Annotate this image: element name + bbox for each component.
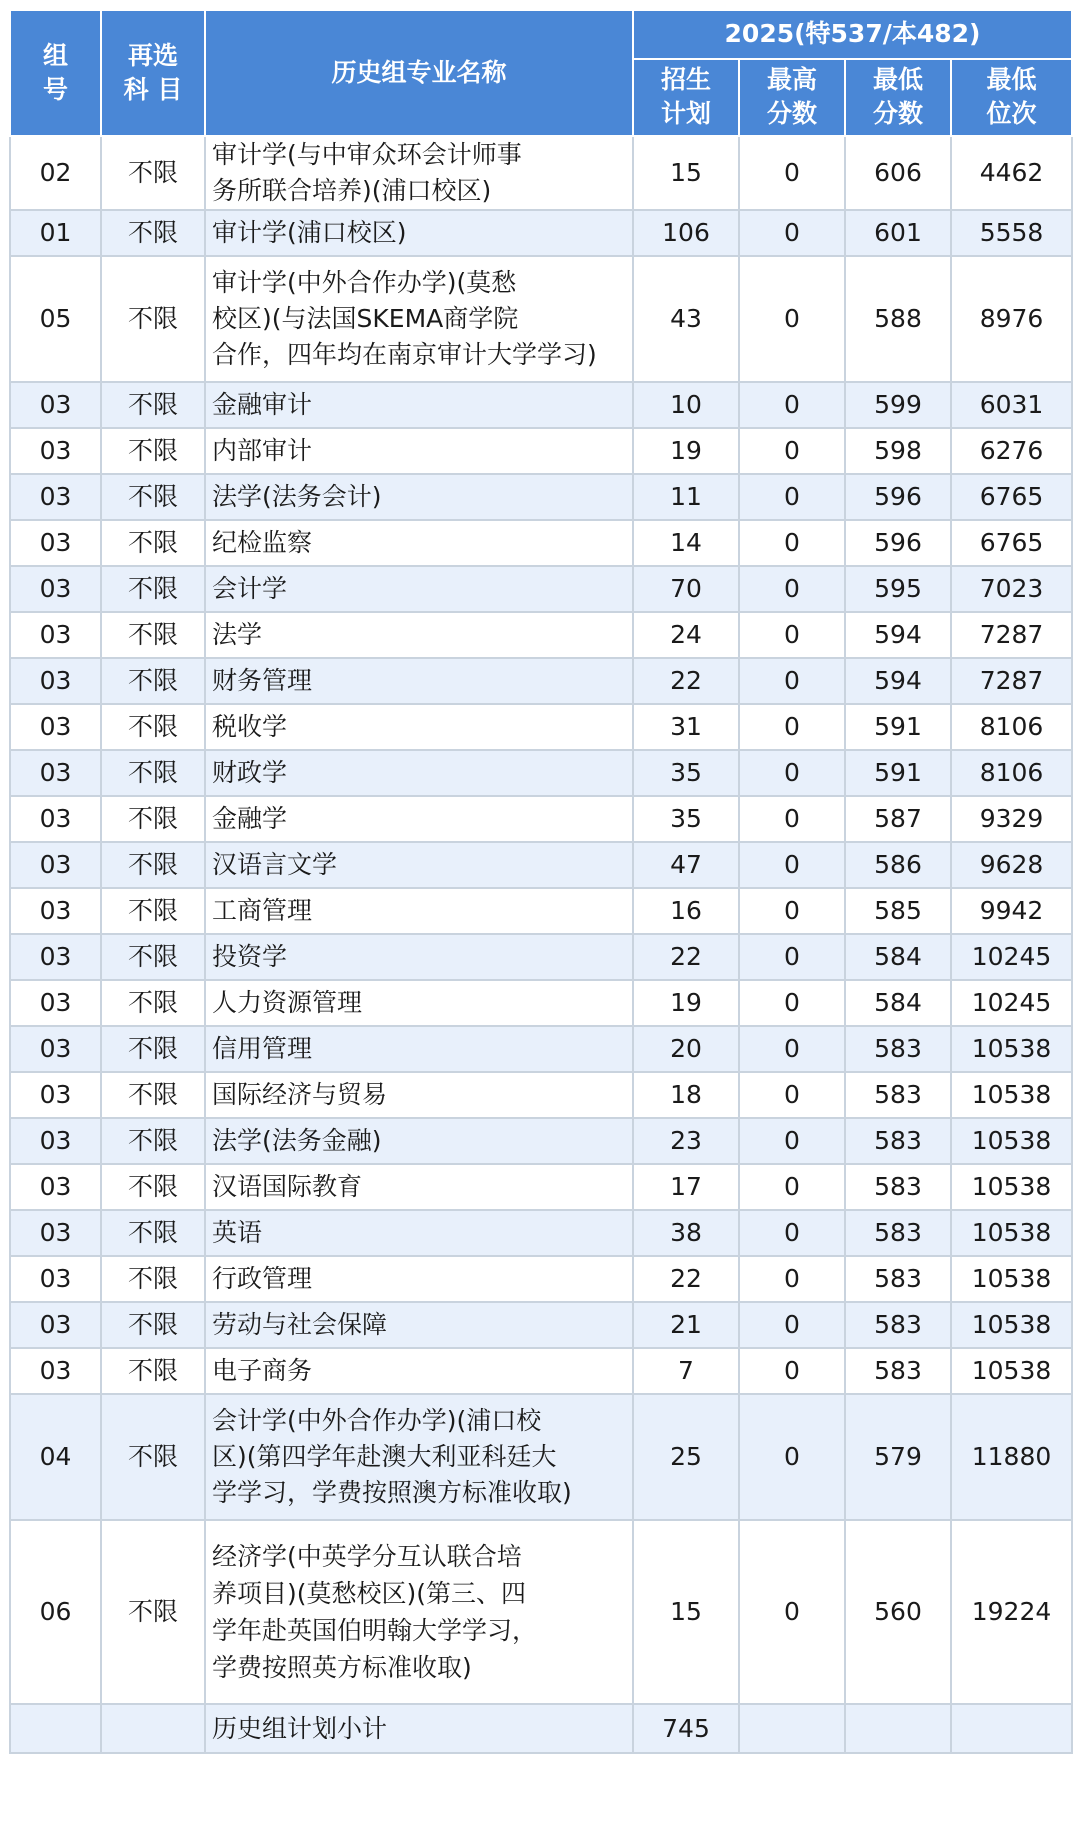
reselect-subject-cell: 不限	[101, 382, 205, 428]
lowest-rank-cell: 11880	[951, 1394, 1072, 1520]
lowest-rank-cell: 6765	[951, 520, 1072, 566]
major-name-cell: 汉语言文学	[205, 842, 633, 888]
lowest-rank-cell: 10538	[951, 1072, 1072, 1118]
header-major-name: 历史组专业名称	[205, 10, 633, 136]
group-number-cell: 03	[10, 612, 101, 658]
enrollment-plan-cell: 10	[633, 382, 739, 428]
table-row	[10, 934, 1072, 980]
subtotal-empty-cell	[951, 1704, 1072, 1753]
header-lowest-rank: 最低 位次	[951, 59, 1072, 136]
highest-score-cell: 0	[739, 934, 845, 980]
lowest-score-cell: 585	[845, 888, 951, 934]
lowest-score-cell: 583	[845, 1118, 951, 1164]
lowest-score-cell: 584	[845, 934, 951, 980]
lowest-rank-cell: 7023	[951, 566, 1072, 612]
subtotal-empty-cell	[845, 1704, 951, 1753]
major-name-cell: 经济学(中英学分互认联合培 养项目)(莫愁校区)(第三、四 学年赴英国伯明翰大学学习， 学费按照英方标准收取)	[205, 1520, 633, 1704]
enrollment-plan-cell: 18	[633, 1072, 739, 1118]
lowest-rank-cell: 8106	[951, 704, 1072, 750]
table-row	[10, 256, 1072, 382]
lowest-rank-cell: 6276	[951, 428, 1072, 474]
major-name-cell: 法学(法务金融)	[205, 1118, 633, 1164]
major-name-cell: 审计学(与中审众环会计师事 务所联合培养)(浦口校区)	[205, 136, 633, 210]
highest-score-cell: 0	[739, 382, 845, 428]
reselect-subject-cell: 不限	[101, 1520, 205, 1704]
enrollment-plan-cell: 19	[633, 428, 739, 474]
highest-score-cell: 0	[739, 1348, 845, 1394]
highest-score-cell: 0	[739, 520, 845, 566]
group-number-cell: 03	[10, 888, 101, 934]
enrollment-plan-cell: 38	[633, 1210, 739, 1256]
highest-score-cell: 0	[739, 474, 845, 520]
lowest-score-cell: 583	[845, 1026, 951, 1072]
table-row	[10, 428, 1072, 474]
group-number-cell: 03	[10, 382, 101, 428]
group-number-cell: 03	[10, 1348, 101, 1394]
table-row	[10, 612, 1072, 658]
highest-score-cell: 0	[739, 842, 845, 888]
highest-score-cell: 0	[739, 1118, 845, 1164]
lowest-score-cell: 601	[845, 210, 951, 256]
highest-score-cell: 0	[739, 980, 845, 1026]
lowest-rank-cell: 10245	[951, 934, 1072, 980]
lowest-rank-cell: 9628	[951, 842, 1072, 888]
lowest-score-cell: 596	[845, 520, 951, 566]
major-name-cell: 国际经济与贸易	[205, 1072, 633, 1118]
group-number-cell: 03	[10, 1026, 101, 1072]
reselect-subject-cell: 不限	[101, 704, 205, 750]
highest-score-cell: 0	[739, 1164, 845, 1210]
enrollment-plan-cell: 14	[633, 520, 739, 566]
group-number-cell: 03	[10, 1210, 101, 1256]
table-row	[10, 704, 1072, 750]
table-header	[10, 10, 1072, 136]
subtotal-empty-cell	[101, 1704, 205, 1753]
lowest-score-cell: 583	[845, 1210, 951, 1256]
group-number-cell: 03	[10, 1072, 101, 1118]
subtotal-plan: 745	[633, 1704, 739, 1753]
header-lowest-score: 最低 分数	[845, 59, 951, 136]
highest-score-cell: 0	[739, 136, 845, 210]
table-row	[10, 1348, 1072, 1394]
lowest-score-cell: 583	[845, 1072, 951, 1118]
lowest-score-cell: 595	[845, 566, 951, 612]
enrollment-plan-cell: 24	[633, 612, 739, 658]
lowest-score-cell: 583	[845, 1164, 951, 1210]
reselect-subject-cell: 不限	[101, 1026, 205, 1072]
table-row	[10, 658, 1072, 704]
highest-score-cell: 0	[739, 888, 845, 934]
table-row	[10, 796, 1072, 842]
reselect-subject-cell: 不限	[101, 1072, 205, 1118]
group-number-cell: 03	[10, 1164, 101, 1210]
subtotal-label: 历史组计划小计	[205, 1704, 633, 1753]
highest-score-cell: 0	[739, 796, 845, 842]
enrollment-plan-cell: 19	[633, 980, 739, 1026]
table-row	[10, 1164, 1072, 1210]
lowest-score-cell: 591	[845, 750, 951, 796]
reselect-subject-cell: 不限	[101, 210, 205, 256]
group-number-cell: 03	[10, 796, 101, 842]
lowest-score-cell: 596	[845, 474, 951, 520]
highest-score-cell: 0	[739, 256, 845, 382]
group-number-cell: 03	[10, 520, 101, 566]
enrollment-plan-cell: 47	[633, 842, 739, 888]
group-number-cell: 03	[10, 658, 101, 704]
table-row	[10, 210, 1072, 256]
lowest-score-cell: 560	[845, 1520, 951, 1704]
table-row	[10, 520, 1072, 566]
group-number-cell: 03	[10, 934, 101, 980]
table-row	[10, 1520, 1072, 1704]
lowest-rank-cell: 6031	[951, 382, 1072, 428]
header-year-2025: 2025(特537/本482)	[633, 10, 1072, 59]
lowest-score-cell: 599	[845, 382, 951, 428]
lowest-score-cell: 583	[845, 1348, 951, 1394]
subtotal-empty-cell	[10, 1704, 101, 1753]
lowest-rank-cell: 10538	[951, 1210, 1072, 1256]
reselect-subject-cell: 不限	[101, 1118, 205, 1164]
major-name-cell: 英语	[205, 1210, 633, 1256]
enrollment-plan-cell: 11	[633, 474, 739, 520]
major-name-cell: 电子商务	[205, 1348, 633, 1394]
reselect-subject-cell: 不限	[101, 842, 205, 888]
group-number-cell: 03	[10, 750, 101, 796]
major-name-cell: 信用管理	[205, 1026, 633, 1072]
major-name-cell: 金融学	[205, 796, 633, 842]
group-number-cell: 03	[10, 842, 101, 888]
lowest-score-cell: 587	[845, 796, 951, 842]
table-row	[10, 136, 1072, 210]
enrollment-plan-cell: 43	[633, 256, 739, 382]
table-row	[10, 566, 1072, 612]
highest-score-cell: 0	[739, 1394, 845, 1520]
reselect-subject-cell: 不限	[101, 1302, 205, 1348]
highest-score-cell: 0	[739, 612, 845, 658]
lowest-rank-cell: 8106	[951, 750, 1072, 796]
header-enrollment-plan: 招生 计划	[633, 59, 739, 136]
reselect-subject-cell: 不限	[101, 750, 205, 796]
table-row	[10, 1302, 1072, 1348]
group-number-cell: 03	[10, 566, 101, 612]
lowest-score-cell: 583	[845, 1256, 951, 1302]
table-row	[10, 1394, 1072, 1520]
table-row	[10, 980, 1072, 1026]
highest-score-cell: 0	[739, 1256, 845, 1302]
lowest-score-cell: 591	[845, 704, 951, 750]
major-name-cell: 汉语国际教育	[205, 1164, 633, 1210]
lowest-score-cell: 594	[845, 658, 951, 704]
major-name-cell: 审计学(中外合作办学)(莫愁 校区)(与法国SKEMA商学院 合作，四年均在南京审计大学学习)	[205, 256, 633, 382]
lowest-rank-cell: 5558	[951, 210, 1072, 256]
lowest-rank-cell: 9329	[951, 796, 1072, 842]
reselect-subject-cell: 不限	[101, 888, 205, 934]
highest-score-cell: 0	[739, 750, 845, 796]
enrollment-plan-cell: 106	[633, 210, 739, 256]
enrollment-plan-cell: 31	[633, 704, 739, 750]
group-number-cell: 04	[10, 1394, 101, 1520]
table-row	[10, 1026, 1072, 1072]
admission-score-table	[9, 9, 1073, 1754]
highest-score-cell: 0	[739, 1520, 845, 1704]
header-group-number: 组 号	[10, 10, 101, 136]
lowest-score-cell: 584	[845, 980, 951, 1026]
enrollment-plan-cell: 21	[633, 1302, 739, 1348]
major-name-cell: 纪检监察	[205, 520, 633, 566]
major-name-cell: 内部审计	[205, 428, 633, 474]
table-row	[10, 1072, 1072, 1118]
enrollment-plan-cell: 25	[633, 1394, 739, 1520]
lowest-rank-cell: 10245	[951, 980, 1072, 1026]
major-name-cell: 法学(法务会计)	[205, 474, 633, 520]
group-number-cell: 03	[10, 980, 101, 1026]
enrollment-plan-cell: 15	[633, 1520, 739, 1704]
reselect-subject-cell: 不限	[101, 658, 205, 704]
lowest-rank-cell: 7287	[951, 658, 1072, 704]
major-name-cell: 劳动与社会保障	[205, 1302, 633, 1348]
enrollment-plan-cell: 20	[633, 1026, 739, 1072]
group-number-cell: 03	[10, 704, 101, 750]
highest-score-cell: 0	[739, 1072, 845, 1118]
lowest-rank-cell: 10538	[951, 1256, 1072, 1302]
group-number-cell: 03	[10, 1118, 101, 1164]
enrollment-plan-cell: 22	[633, 658, 739, 704]
lowest-score-cell: 586	[845, 842, 951, 888]
subtotal-row	[10, 1704, 1072, 1753]
enrollment-plan-cell: 35	[633, 796, 739, 842]
group-number-cell: 02	[10, 136, 101, 210]
reselect-subject-cell: 不限	[101, 428, 205, 474]
enrollment-plan-cell: 17	[633, 1164, 739, 1210]
table-row	[10, 382, 1072, 428]
lowest-rank-cell: 4462	[951, 136, 1072, 210]
subtotal-empty-cell	[739, 1704, 845, 1753]
major-name-cell: 金融审计	[205, 382, 633, 428]
lowest-score-cell: 606	[845, 136, 951, 210]
highest-score-cell: 0	[739, 658, 845, 704]
enrollment-plan-cell: 15	[633, 136, 739, 210]
major-name-cell: 财政学	[205, 750, 633, 796]
lowest-rank-cell: 19224	[951, 1520, 1072, 1704]
lowest-score-cell: 598	[845, 428, 951, 474]
group-number-cell: 01	[10, 210, 101, 256]
major-name-cell: 法学	[205, 612, 633, 658]
table-row	[10, 1118, 1072, 1164]
table-row	[10, 888, 1072, 934]
major-name-cell: 工商管理	[205, 888, 633, 934]
group-number-cell: 03	[10, 474, 101, 520]
enrollment-plan-cell: 70	[633, 566, 739, 612]
reselect-subject-cell: 不限	[101, 474, 205, 520]
table-row	[10, 842, 1072, 888]
major-name-cell: 投资学	[205, 934, 633, 980]
lowest-rank-cell: 8976	[951, 256, 1072, 382]
major-name-cell: 行政管理	[205, 1256, 633, 1302]
highest-score-cell: 0	[739, 210, 845, 256]
highest-score-cell: 0	[739, 566, 845, 612]
reselect-subject-cell: 不限	[101, 1256, 205, 1302]
enrollment-plan-cell: 22	[633, 934, 739, 980]
major-name-cell: 税收学	[205, 704, 633, 750]
reselect-subject-cell: 不限	[101, 796, 205, 842]
lowest-rank-cell: 7287	[951, 612, 1072, 658]
table-row	[10, 474, 1072, 520]
table-row	[10, 1256, 1072, 1302]
lowest-rank-cell: 6765	[951, 474, 1072, 520]
reselect-subject-cell: 不限	[101, 566, 205, 612]
reselect-subject-cell: 不限	[101, 520, 205, 566]
major-name-cell: 人力资源管理	[205, 980, 633, 1026]
enrollment-plan-cell: 7	[633, 1348, 739, 1394]
reselect-subject-cell: 不限	[101, 256, 205, 382]
group-number-cell: 06	[10, 1520, 101, 1704]
highest-score-cell: 0	[739, 1302, 845, 1348]
lowest-rank-cell: 10538	[951, 1118, 1072, 1164]
reselect-subject-cell: 不限	[101, 1164, 205, 1210]
reselect-subject-cell: 不限	[101, 612, 205, 658]
reselect-subject-cell: 不限	[101, 1348, 205, 1394]
group-number-cell: 03	[10, 1256, 101, 1302]
highest-score-cell: 0	[739, 1026, 845, 1072]
admission-table-container	[9, 9, 1073, 1754]
lowest-score-cell: 588	[845, 256, 951, 382]
enrollment-plan-cell: 16	[633, 888, 739, 934]
reselect-subject-cell: 不限	[101, 934, 205, 980]
reselect-subject-cell: 不限	[101, 980, 205, 1026]
table-row	[10, 1210, 1072, 1256]
lowest-rank-cell: 10538	[951, 1302, 1072, 1348]
header-highest-score: 最高 分数	[739, 59, 845, 136]
group-number-cell: 03	[10, 428, 101, 474]
major-name-cell: 会计学	[205, 566, 633, 612]
major-name-cell: 财务管理	[205, 658, 633, 704]
lowest-score-cell: 594	[845, 612, 951, 658]
group-number-cell: 05	[10, 256, 101, 382]
enrollment-plan-cell: 23	[633, 1118, 739, 1164]
enrollment-plan-cell: 22	[633, 1256, 739, 1302]
major-name-cell: 会计学(中外合作办学)(浦口校 区)(第四学年赴澳大利亚科廷大 学学习，学费按照澳方标准收取)	[205, 1394, 633, 1520]
table-row	[10, 750, 1072, 796]
group-number-cell: 03	[10, 1302, 101, 1348]
lowest-score-cell: 583	[845, 1302, 951, 1348]
lowest-rank-cell: 10538	[951, 1026, 1072, 1072]
highest-score-cell: 0	[739, 1210, 845, 1256]
reselect-subject-cell: 不限	[101, 136, 205, 210]
lowest-rank-cell: 10538	[951, 1348, 1072, 1394]
highest-score-cell: 0	[739, 704, 845, 750]
lowest-rank-cell: 9942	[951, 888, 1072, 934]
reselect-subject-cell: 不限	[101, 1210, 205, 1256]
lowest-score-cell: 579	[845, 1394, 951, 1520]
highest-score-cell: 0	[739, 428, 845, 474]
enrollment-plan-cell: 35	[633, 750, 739, 796]
header-reselect-subject: 再选 科 目	[101, 10, 205, 136]
major-name-cell: 审计学(浦口校区)	[205, 210, 633, 256]
reselect-subject-cell: 不限	[101, 1394, 205, 1520]
table-body	[10, 136, 1072, 1753]
lowest-rank-cell: 10538	[951, 1164, 1072, 1210]
